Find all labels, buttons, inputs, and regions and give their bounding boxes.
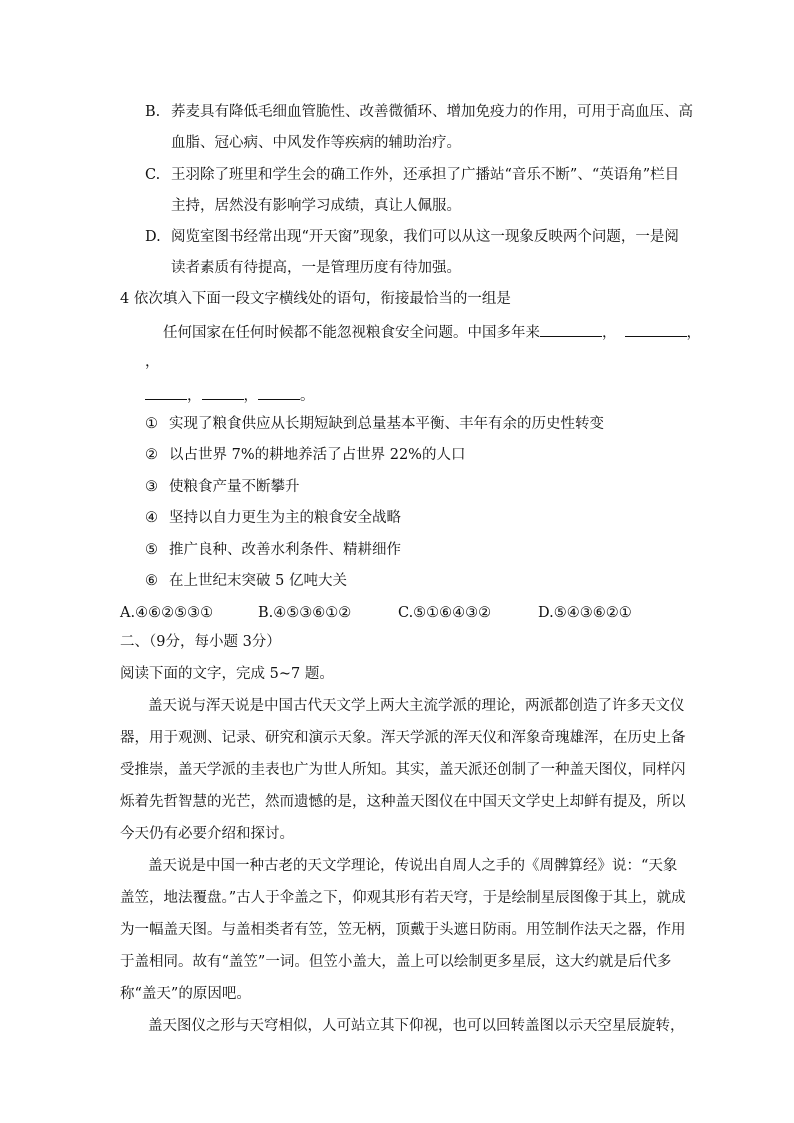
paragraph-1-line-2: 器，用于观测、记录、研究和演示天象。浑天学派的浑天仪和浑象奇瑰雄浑，在历史上备 [120, 730, 686, 746]
item-number: ③ [145, 479, 158, 495]
blank-2 [625, 322, 687, 337]
paragraph-2-line-5: 称“盖天”的原因吧。 [120, 986, 251, 1002]
comma: ， [243, 388, 258, 404]
item-6 [145, 571, 347, 591]
question-4-blanks-line [145, 385, 315, 406]
paragraph-1-line-1: 盖天说与浑天说是中国古代天文学上两大主流学派的理论，两派都创造了许多天文仪 [148, 698, 685, 714]
item-text: 实现了粮食供应从长期短缺到总量基本平衡、丰年有余的历史性转变 [169, 416, 604, 432]
item-1 [145, 414, 604, 434]
item-text: 坚持以自力更生为主的粮食安全战略 [169, 510, 401, 526]
paragraph-2-line-3: 为一幅盖天图。与盖相类者有笠，笠无柄，顶戴于头遮日防雨。用笠制作法天之器，作用 [120, 922, 686, 938]
option-c-line-1 [145, 165, 679, 185]
option-text: 王羽除了班里和学生会的确工作外，还承担了广播站“音乐不断”、“英语角”栏目 [171, 167, 680, 183]
item-number: ④ [145, 510, 158, 526]
option-label: D. [145, 229, 161, 245]
passage-text: 任何国家在任何时候都不能忽视粮食安全问题。中国多年来 [163, 325, 540, 341]
paragraph-2-line-2: 盖笠，地法覆盘。”古人于伞盖之下，仰观其形有若天穹，于是绘制星辰图像于其上，就成 [120, 890, 686, 906]
item-3 [145, 477, 300, 497]
item-number: ⑤ [145, 542, 158, 558]
item-2 [145, 445, 465, 465]
item-text: 推广良种、改善水利条件、精耕细作 [169, 542, 401, 558]
option-b-line-2: 血脂、冠心病、中风发作等疾病的辅助治疗。 [171, 135, 461, 151]
item-text: 以占世界 7%的耕地养活了占世界 22%的人口 [169, 447, 466, 463]
option-text: 阅览室图书经常出现“开天窗”现象，我们可以从这一现象反映两个问题，一是阅 [171, 229, 679, 245]
comma: ， [187, 388, 202, 404]
blank-1 [540, 322, 602, 337]
item-4 [145, 508, 401, 528]
reading-instruction: 阅读下面的文字，完成 5~7 题。 [120, 666, 334, 682]
option-label: C. [145, 167, 161, 183]
item-number: ⑥ [145, 573, 158, 589]
item-number: ① [145, 416, 158, 432]
item-5 [145, 540, 401, 560]
choice-b: B.④⑤③⑥①② [258, 605, 352, 621]
paragraph-2-line-1: 盖天说是中国一种古老的天文学理论，传说出自周人之手的《周髀算经》说：“天象 [148, 858, 678, 874]
choice-d: D.⑤④③⑥②① [538, 605, 632, 621]
comma: ， [602, 325, 617, 341]
blank-5 [258, 385, 300, 400]
paragraph-1-line-3: 受推崇，盖天学派的圭表也广为世人所知。其实，盖天派还创制了一种盖天图仪，同样闪 [120, 762, 686, 778]
option-b-line-1 [145, 102, 693, 122]
option-label: B. [145, 104, 161, 120]
paragraph-1-line-4: 烁着先哲智慧的光芒，然而遗憾的是，这种盖天图仪在中国天文学史上却鲜有提及，所以 [120, 794, 686, 810]
option-d-line-2: 读者素质有待提高，一是管理历度有待加强。 [171, 260, 461, 276]
item-text: 使粮食产量不断攀升 [169, 479, 300, 495]
option-text: 荞麦具有降低毛细血管脆性、改善微循环、增加免疫力的作用，可用于高血压、高 [171, 104, 693, 120]
comma: ， [686, 325, 701, 341]
question-4-stem: 4 依次填入下面一段文字横线处的语句，衔接最恰当的一组是 [120, 291, 511, 307]
paragraph-2-line-4: 于盖相同。故有“盖笠”一词。但笠小盖大，盖上可以绘制更多星辰，这大约就是后代多 [120, 954, 672, 970]
period: 。 [300, 388, 315, 404]
question-4-passage [163, 322, 701, 343]
blank-4 [202, 385, 244, 400]
paragraph-3-line-1: 盖天图仪之形与天穹相似，人可站立其下仰视，也可以回转盖图以示天空星辰旋转， [148, 1018, 685, 1034]
option-c-line-2: 主持，居然没有影响学习成绩，真让人佩服。 [171, 198, 461, 214]
item-number: ② [145, 447, 158, 463]
passage-wrapped-comma: ， [145, 354, 160, 370]
item-text: 在上世纪末突破 5 亿吨大关 [169, 573, 347, 589]
choice-a: A.④⑥②⑤③① [120, 605, 214, 621]
paragraph-1-line-5: 今天仍有必要介绍和探讨。 [120, 826, 294, 842]
option-d-line-1 [145, 227, 679, 247]
section-heading: 二、（9分，每小题 3分） [120, 634, 281, 650]
choice-c: C.⑤①⑥④③② [398, 605, 492, 621]
blank-3 [145, 385, 187, 400]
